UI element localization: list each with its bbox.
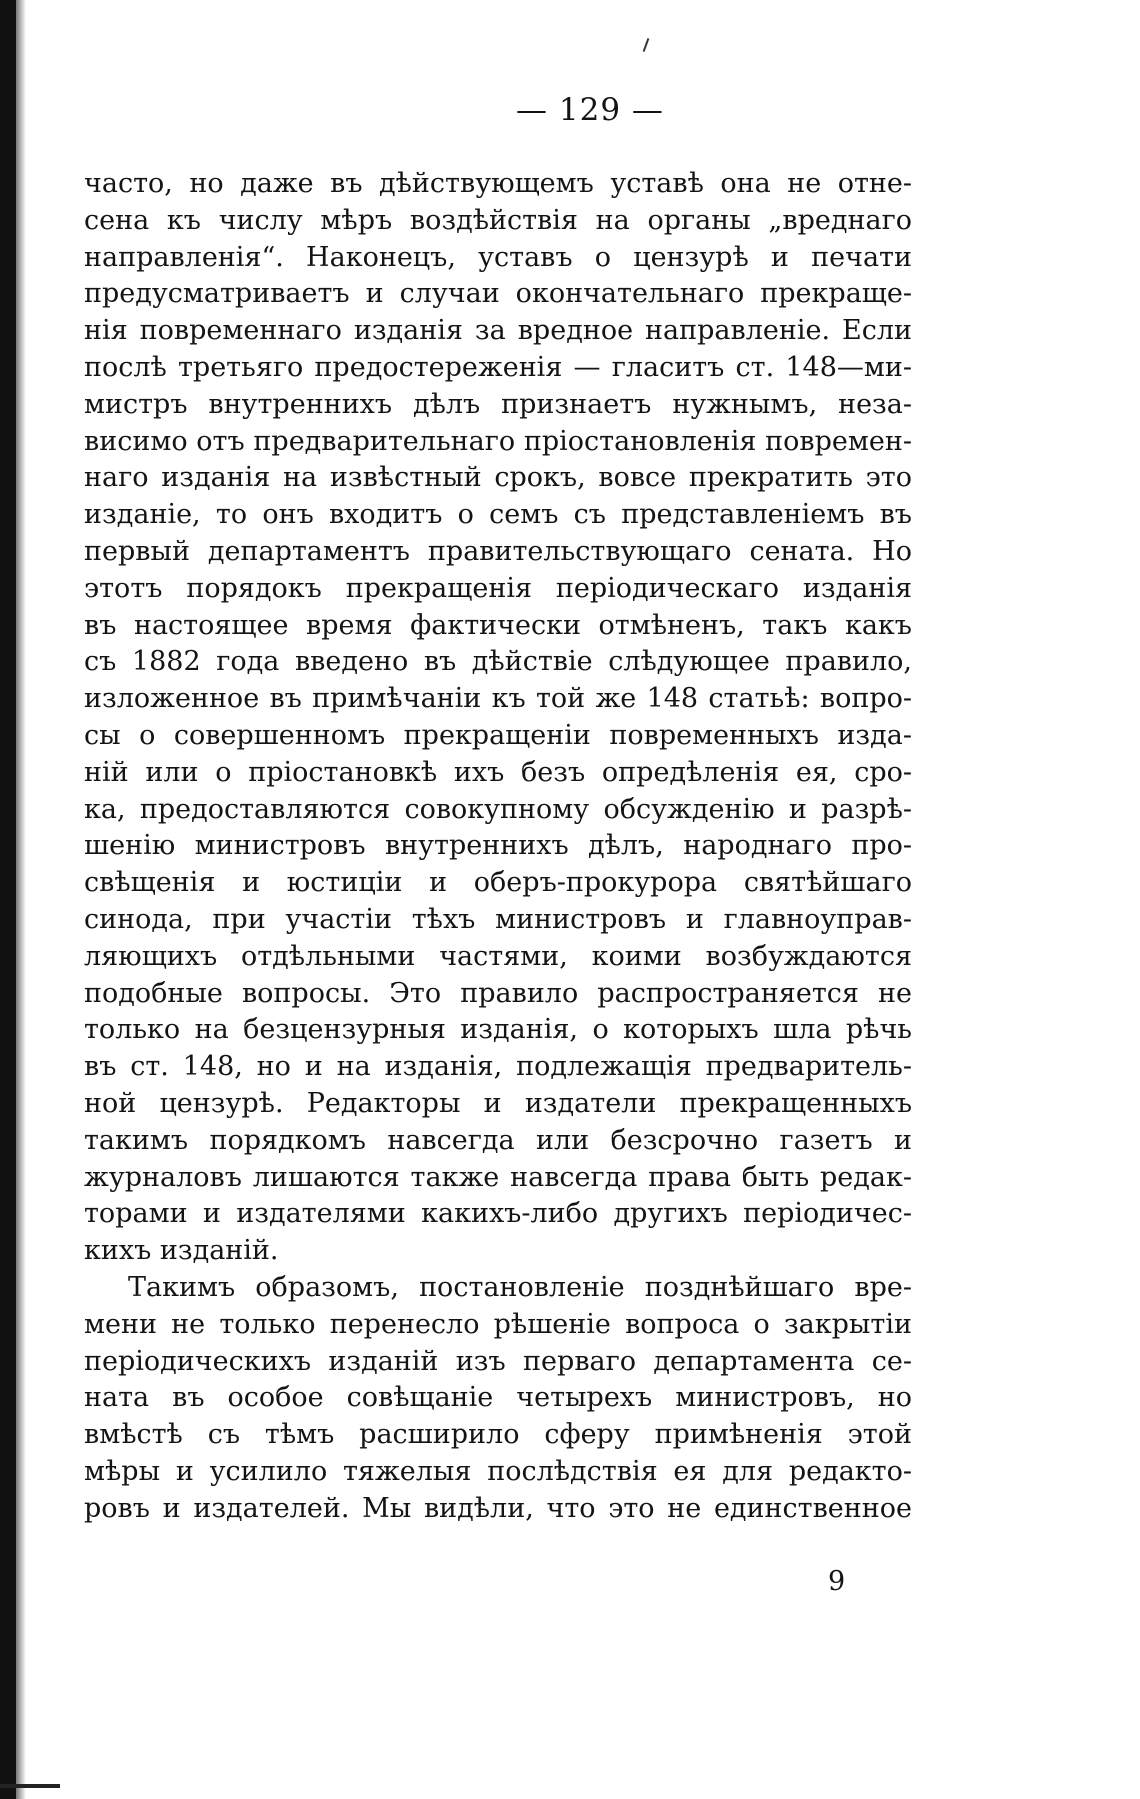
text-line: сена къ числу мѣръ воздѣйствія на органы „вреднаго <box>84 204 912 236</box>
text-line: нія повременнаго изданія за вредное направленіе. Если <box>84 315 912 347</box>
text-line: мѣры и усилило тяжелыя послѣдствія ея для редакто- <box>84 1455 912 1487</box>
text-line: наго изданія на извѣстный срокъ, вовсе прекратить это <box>84 462 912 494</box>
text-line: торами и издателями какихъ-либо другихъ періодичес- <box>84 1198 912 1230</box>
text-line: первый департаментъ правительствующаго сената. Но <box>84 535 912 567</box>
text-line: вмѣстѣ съ тѣмъ расширило сферу примѣненія этой <box>84 1419 912 1451</box>
text-line: журналовъ лишаются также навсегда права быть редак- <box>84 1161 912 1193</box>
text-line: свѣщенія и юстиціи и оберъ-прокурора святѣйшаго <box>84 867 912 899</box>
text-line: ляющихъ отдѣльными частями, коими возбуждаются <box>84 940 912 972</box>
scan-speck <box>643 38 650 52</box>
paragraph-container <box>84 166 912 1527</box>
text-line: этотъ порядокъ прекращенія періодическаго изданія <box>84 572 912 604</box>
text-line: Такимъ образомъ, постановленіе позднѣйшаго вре- <box>128 1271 912 1303</box>
text-line: кихъ изданій. <box>84 1235 279 1267</box>
text-line: изданіе, то онъ входитъ о семъ съ представленіемъ въ <box>84 499 912 531</box>
page-number-header: — 129 — <box>516 92 664 128</box>
text-line: ній или о пріостановкѣ ихъ безъ опредѣленія ея, сро- <box>84 756 912 788</box>
text-line: ровъ и издателей. Мы видѣли, что это не единственное <box>84 1492 912 1524</box>
text-line: шенію министровъ внутреннихъ дѣлъ, народнаго про- <box>84 830 912 862</box>
text-line: только на безцензурныя изданія, о которыхъ шла рѣчь <box>84 1014 912 1046</box>
text-line: ной цензурѣ. Редакторы и издатели прекращенныхъ <box>84 1087 912 1119</box>
text-line: послѣ третьяго предостереженія — гласитъ ст. 148—ми- <box>84 351 912 383</box>
text-line: направленія“. Наконецъ, уставъ о цензурѣ и печати <box>84 241 912 273</box>
text-line: синода, при участіи тѣхъ министровъ и главноуправ- <box>84 903 912 935</box>
text-line: въ настоящее время фактически отмѣненъ, такъ какъ <box>84 609 912 641</box>
scan-bottom-mark <box>0 1784 60 1788</box>
text-line: такимъ порядкомъ навсегда или безсрочно газетъ и <box>84 1124 912 1156</box>
text-line: въ ст. 148, но и на изданія, подлежащія предваритель- <box>84 1051 912 1083</box>
text-line: мени не только перенесло рѣшеніе вопроса о закрытіи <box>84 1308 912 1340</box>
text-line: изложенное въ примѣчаніи къ той же 148 статьѣ: вопро- <box>84 683 912 715</box>
text-line: съ 1882 года введено въ дѣйствіе слѣдующее правило, <box>84 646 912 678</box>
text-line: сы о совершенномъ прекращеніи повременныхъ изда- <box>84 719 912 751</box>
scan-edge-shadow <box>16 0 26 1799</box>
text-line: висимо отъ предварительнаго пріостановленія повремен- <box>84 425 912 457</box>
text-line: періодическихъ изданій изъ перваго департамента се- <box>84 1345 912 1377</box>
text-line: часто, но даже въ дѣйствующемъ уставѣ она не отне- <box>84 168 912 199</box>
text-line: ка, предоставляются совокупному обсужденію и разрѣ- <box>84 793 912 825</box>
page-text-body <box>84 166 912 1527</box>
scan-left-edge <box>0 0 16 1799</box>
text-line: подобные вопросы. Это правило распространяется не <box>84 977 912 1009</box>
text-line: мистръ внутреннихъ дѣлъ признаетъ нужнымъ, неза- <box>84 388 912 420</box>
signature-mark: 9 <box>828 1566 846 1597</box>
text-line: предусматриваетъ и случаи окончательнаго прекраще- <box>84 278 912 310</box>
text-line: ната въ особое совѣщаніе четырехъ министровъ, но <box>84 1382 912 1414</box>
